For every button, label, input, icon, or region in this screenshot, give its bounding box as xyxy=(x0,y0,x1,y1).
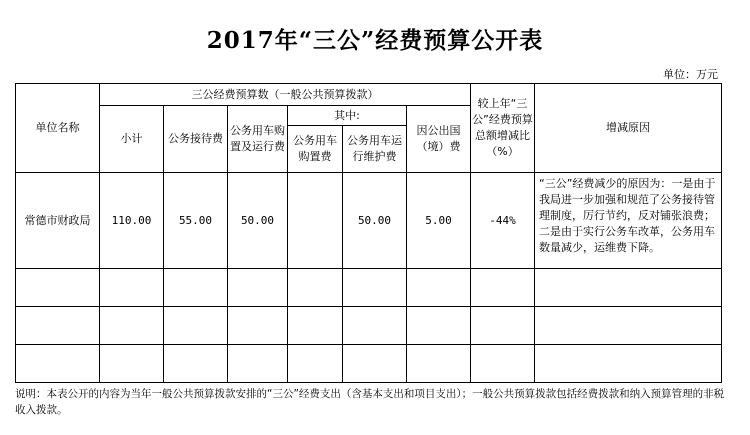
cell-vehicle-ops: 50.00 xyxy=(343,173,407,269)
empty-cell xyxy=(228,269,288,307)
header-unit-name: 单位名称 xyxy=(16,84,100,173)
table-row xyxy=(16,269,722,307)
empty-cell xyxy=(535,269,722,307)
cell-subtotal: 110.00 xyxy=(100,173,164,269)
header-of-which: 其中: xyxy=(288,106,407,126)
cell-reception: 55.00 xyxy=(164,173,228,269)
empty-cell xyxy=(100,307,164,345)
header-vehicle-ops: 公务用车运行维护费 xyxy=(343,126,407,173)
unit-label: 单位：万元 xyxy=(663,68,718,81)
empty-cell xyxy=(288,269,343,307)
empty-cell xyxy=(288,345,343,383)
cell-overseas: 5.00 xyxy=(407,173,471,269)
header-vehicle-purchase: 公务用车购置费 xyxy=(288,126,343,173)
empty-cell xyxy=(288,307,343,345)
empty-cell xyxy=(471,269,535,307)
table-row xyxy=(16,345,722,383)
empty-cell xyxy=(471,307,535,345)
cell-change-rate: -44% xyxy=(471,173,535,269)
empty-cell xyxy=(228,307,288,345)
empty-cell xyxy=(16,269,100,307)
cell-unit-name: 常德市财政局 xyxy=(16,173,100,269)
empty-cell xyxy=(407,307,471,345)
page-title: 2017年“三公”经费预算公开表 xyxy=(206,27,544,54)
empty-cell xyxy=(407,269,471,307)
empty-cell xyxy=(100,269,164,307)
empty-cell xyxy=(535,345,722,383)
empty-cell xyxy=(535,307,722,345)
empty-cell xyxy=(16,307,100,345)
footnote: 说明：本表公开的内容为当年一般公共预算拨款安排的“三公”经费支出（含基本支出和项目支出）；一般公共预算拨款包括经费拨款和纳入预算管理的非税收入拨款。 xyxy=(15,388,725,416)
header-vehicle-purchase-ops: 公务用车购置及运行费 xyxy=(228,106,288,173)
header-reason: 增减原因 xyxy=(535,84,722,173)
table-row xyxy=(16,173,722,269)
budget-table xyxy=(15,83,722,383)
empty-cell xyxy=(228,345,288,383)
table-row xyxy=(16,307,722,345)
empty-cell xyxy=(343,269,407,307)
header-sangong-group: 三公经费预算数（一般公共预算拨款） xyxy=(100,84,471,106)
empty-cell xyxy=(407,345,471,383)
cell-reason: “三公”经费减少的原因为：一是由于我局进一步加强和规范了公务接待管理制度，厉行节约，反对铺张浪费；二是由于实行公务车改革，公务用车数量减少，运维费下降。 xyxy=(535,173,722,269)
header-change-rate: 较上年“三公”经费预算总额增减比（%） xyxy=(471,84,535,173)
cell-vehicle-purchase-ops: 50.00 xyxy=(228,173,288,269)
empty-cell xyxy=(343,307,407,345)
empty-cell xyxy=(16,345,100,383)
empty-cell xyxy=(471,345,535,383)
cell-vehicle-purchase xyxy=(288,173,343,269)
empty-cell xyxy=(164,345,228,383)
header-overseas: 因公出国（境）费 xyxy=(407,106,471,173)
empty-cell xyxy=(164,307,228,345)
header-subtotal: 小计 xyxy=(100,106,164,173)
header-reception: 公务接待费 xyxy=(164,106,228,173)
empty-cell xyxy=(343,345,407,383)
empty-cell xyxy=(100,345,164,383)
empty-cell xyxy=(164,269,228,307)
